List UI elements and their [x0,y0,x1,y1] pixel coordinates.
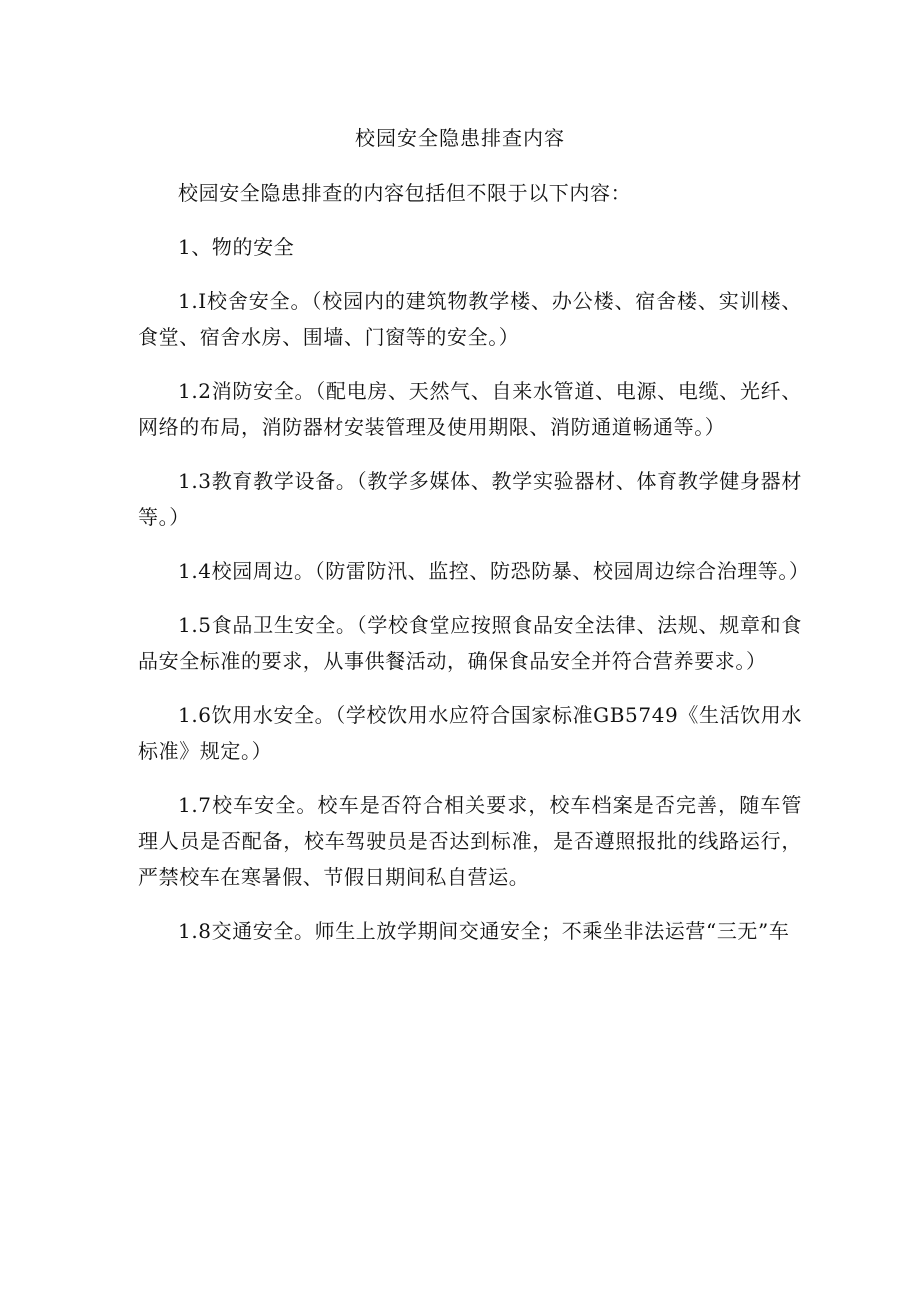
item-paragraph-1-1: 1.I校舍安全。（校园内的建筑物教学楼、办公楼、宿舍楼、实训楼、食堂、宿舍水房、围墙、门窗等的安全。） [138,289,802,349]
item-paragraph-1-2: 1.2消防安全。（配电房、天然气、自来水管道、电源、电缆、光纤、网络的布局，消防器材安装管理及使用期限、消防通道畅通等。） [138,379,802,439]
section-heading: 1、物的安全 [178,235,295,259]
document-body [138,175,810,967]
item-paragraph-1-5: 1.5食品卫生安全。（学校食堂应按照食品安全法律、法规、规章和食品安全标准的要求，从事供餐活动，确保食品安全并符合营养要求。） [138,613,802,673]
item-paragraph-1-8: 1.8交通安全。师生上放学期间交通安全；不乘坐非法运营“三无”车 [178,919,790,943]
item-paragraph-1-4: 1.4校园周边。（防雷防汛、监控、防恐防暴、校园周边综合治理等。） [178,559,810,583]
document-title: 校园安全隐患排查内容 [355,126,565,150]
item-paragraph-1-3: 1.3教育教学设备。（教学多媒体、教学实验器材、体育教学健身器材等。） [138,469,802,529]
item-paragraph-1-7: 1.7校车安全。校车是否符合相关要求，校车档案是否完善，随车管理人员是否配备，校车驾驶员是否达到标准，是否遵照报批的线路运行，严禁校车在寒暑假、节假日期间私自营运。 [138,793,802,889]
item-paragraph-1-6: 1.6饮用水安全。（学校饮用水应符合国家标准GB5749《生活饮用水标准》规定。） [138,703,802,763]
intro-paragraph: 校园安全隐患排查的内容包括但不限于以下内容： [178,181,632,205]
